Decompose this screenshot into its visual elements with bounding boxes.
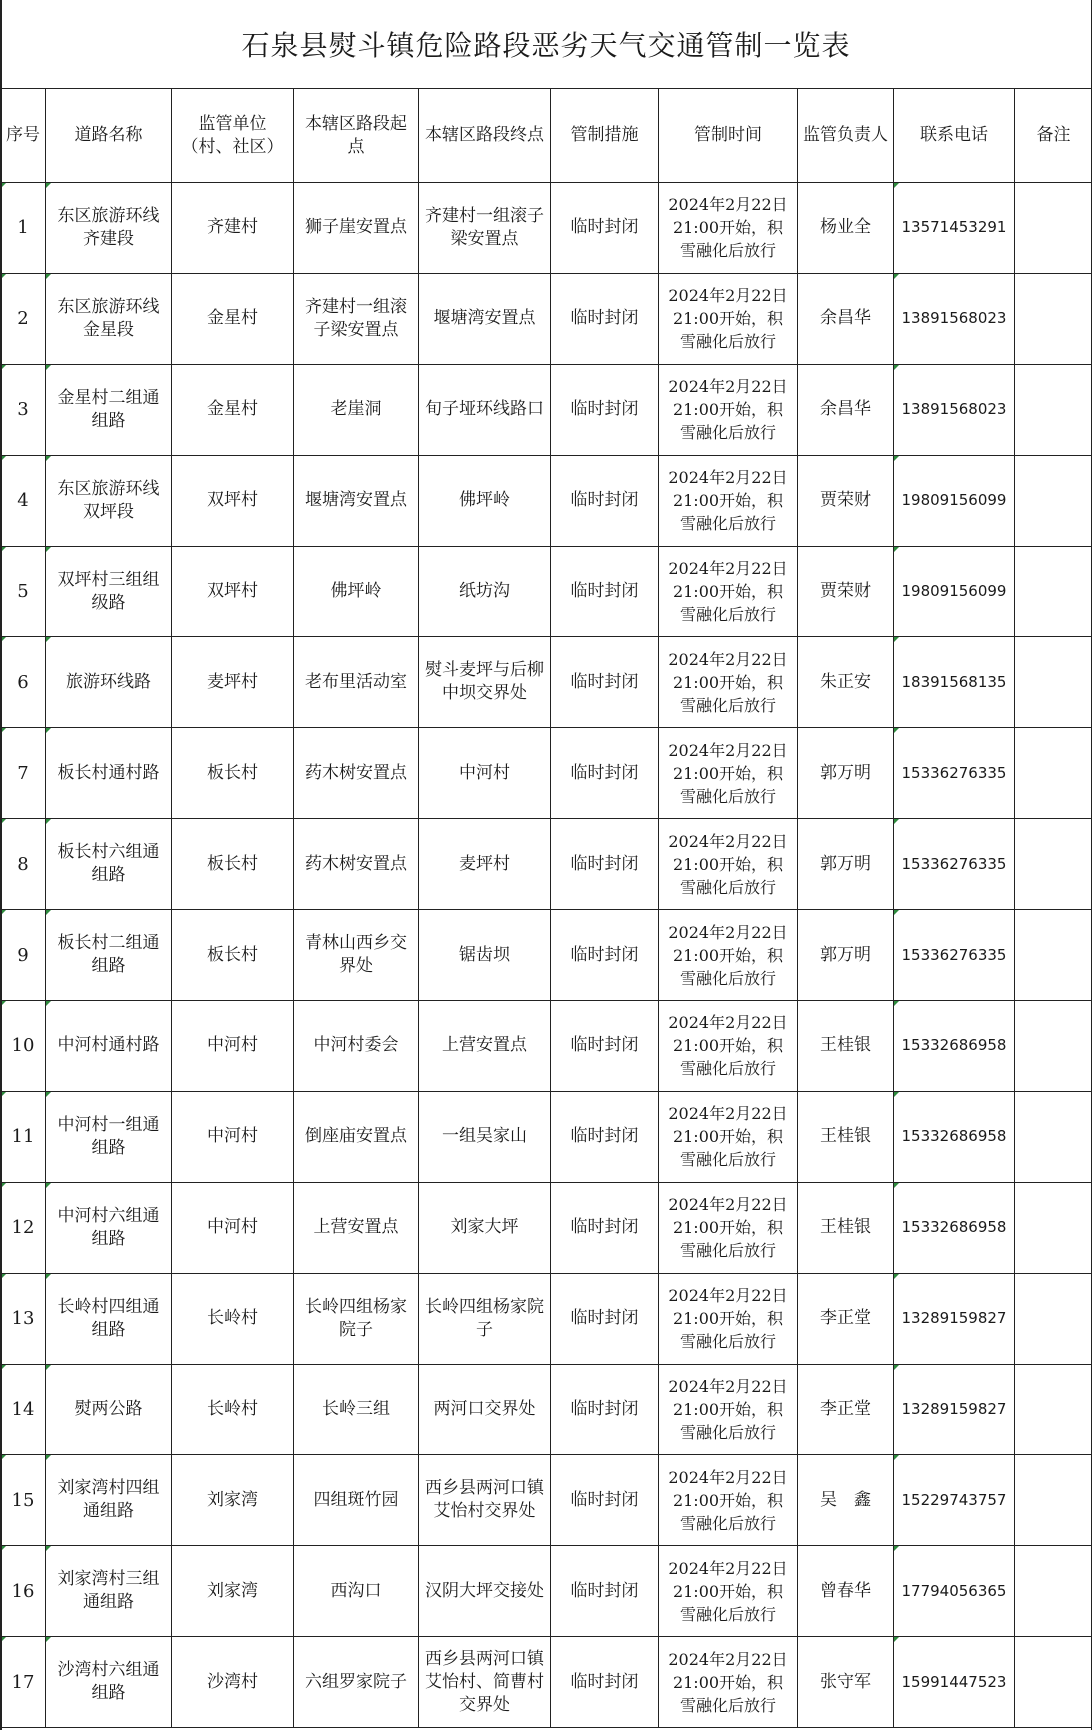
- cell-phone: 13891568023: [894, 273, 1015, 364]
- cell-time: 2024年2月22日21:00开始，积雪融化后放行: [659, 1637, 798, 1728]
- table-row: [1, 183, 1092, 274]
- cell-start: 老崖洞: [294, 364, 419, 455]
- cell-time: 2024年2月22日21:00开始，积雪融化后放行: [659, 1182, 798, 1273]
- cell-note: [1015, 183, 1092, 274]
- cell-end: 麦坪村: [419, 819, 551, 910]
- cell-road: 熨两公路: [46, 1364, 172, 1455]
- cell-end: 齐建村一组滚子梁安置点: [419, 183, 551, 274]
- cell-road: 板长村通村路: [46, 728, 172, 819]
- title-row: [0, 0, 1092, 89]
- cell-no: 17: [1, 1637, 46, 1728]
- cell-time: 2024年2月22日21:00开始，积雪融化后放行: [659, 1273, 798, 1364]
- cell-note: [1015, 819, 1092, 910]
- cell-measure: 临时封闭: [551, 1091, 659, 1182]
- cell-end: 锯齿坝: [419, 910, 551, 1001]
- cell-person: 贾荣财: [798, 455, 894, 546]
- cell-road: 旅游环线路: [46, 637, 172, 728]
- cell-note: [1015, 1001, 1092, 1092]
- cell-end: 西乡县两河口镇艾怡村、简曹村交界处: [419, 1637, 551, 1728]
- cell-unit: 沙湾村: [172, 1637, 294, 1728]
- header-cell-unit: 监管单位（村、社区）: [172, 89, 294, 183]
- cell-road: 中河村通村路: [46, 1001, 172, 1092]
- cell-road: 东区旅游环线齐建段: [46, 183, 172, 274]
- cell-unit: 板长村: [172, 910, 294, 1001]
- cell-measure: 临时封闭: [551, 1273, 659, 1364]
- cell-unit: 刘家湾: [172, 1455, 294, 1546]
- cell-note: [1015, 1182, 1092, 1273]
- cell-road: 板长村二组通组路: [46, 910, 172, 1001]
- table-row: [1, 819, 1092, 910]
- table-row: [1, 910, 1092, 1001]
- cell-time: 2024年2月22日21:00开始，积雪融化后放行: [659, 364, 798, 455]
- cell-road: 长岭村四组通组路: [46, 1273, 172, 1364]
- cell-unit: 齐建村: [172, 183, 294, 274]
- cell-person: 吴 鑫: [798, 1455, 894, 1546]
- cell-measure: 临时封闭: [551, 455, 659, 546]
- cell-phone: 13289159827: [894, 1273, 1015, 1364]
- cell-time: 2024年2月22日21:00开始，积雪融化后放行: [659, 273, 798, 364]
- table-row: [1, 1546, 1092, 1637]
- cell-person: 曾春华: [798, 1546, 894, 1637]
- header-cell-person: 监管负责人: [798, 89, 894, 183]
- cell-no: 7: [1, 728, 46, 819]
- cell-note: [1015, 1091, 1092, 1182]
- cell-end: 纸坊沟: [419, 546, 551, 637]
- table-row: [1, 1637, 1092, 1728]
- cell-measure: 临时封闭: [551, 728, 659, 819]
- cell-road: 刘家湾村四组通组路: [46, 1455, 172, 1546]
- cell-no: 3: [1, 364, 46, 455]
- cell-start: 堰塘湾安置点: [294, 455, 419, 546]
- cell-note: [1015, 546, 1092, 637]
- cell-end: 旬子垭环线路口: [419, 364, 551, 455]
- cell-start: 青林山西乡交界处: [294, 910, 419, 1001]
- cell-unit: 金星村: [172, 273, 294, 364]
- table-row: [1, 1182, 1092, 1273]
- table-row: [1, 728, 1092, 819]
- cell-time: 2024年2月22日21:00开始，积雪融化后放行: [659, 546, 798, 637]
- cell-note: [1015, 910, 1092, 1001]
- header-cell-time: 管制时间: [659, 89, 798, 183]
- cell-start: 西沟口: [294, 1546, 419, 1637]
- table-row: [1, 455, 1092, 546]
- cell-time: 2024年2月22日21:00开始，积雪融化后放行: [659, 1001, 798, 1092]
- cell-person: 贾荣财: [798, 546, 894, 637]
- cell-end: 熨斗麦坪与后柳中坝交界处: [419, 637, 551, 728]
- cell-person: 郭万明: [798, 910, 894, 1001]
- cell-measure: 临时封闭: [551, 637, 659, 728]
- cell-person: 王桂银: [798, 1182, 894, 1273]
- cell-end: 佛坪岭: [419, 455, 551, 546]
- page-title: 石泉县熨斗镇危险路段恶劣天气交通管制一览表: [241, 29, 851, 62]
- cell-unit: 双坪村: [172, 546, 294, 637]
- cell-person: 朱正安: [798, 637, 894, 728]
- cell-phone: 15336276335: [894, 910, 1015, 1001]
- cell-time: 2024年2月22日21:00开始，积雪融化后放行: [659, 910, 798, 1001]
- cell-person: 李正堂: [798, 1364, 894, 1455]
- cell-road: 中河村一组通组路: [46, 1091, 172, 1182]
- cell-note: [1015, 1546, 1092, 1637]
- cell-phone: 13289159827: [894, 1364, 1015, 1455]
- cell-unit: 中河村: [172, 1091, 294, 1182]
- cell-person: 李正堂: [798, 1273, 894, 1364]
- cell-no: 10: [1, 1001, 46, 1092]
- cell-unit: 麦坪村: [172, 637, 294, 728]
- cell-phone: 13571453291: [894, 183, 1015, 274]
- cell-time: 2024年2月22日21:00开始，积雪融化后放行: [659, 183, 798, 274]
- cell-note: [1015, 273, 1092, 364]
- cell-start: 老布里活动室: [294, 637, 419, 728]
- cell-person: 王桂银: [798, 1001, 894, 1092]
- cell-end: 上营安置点: [419, 1001, 551, 1092]
- table-row: [1, 637, 1092, 728]
- cell-time: 2024年2月22日21:00开始，积雪融化后放行: [659, 819, 798, 910]
- cell-no: 1: [1, 183, 46, 274]
- cell-end: 两河口交界处: [419, 1364, 551, 1455]
- header-cell-note: 备注: [1015, 89, 1092, 183]
- left-border: [0, 0, 2, 1730]
- cell-start: 长岭三组: [294, 1364, 419, 1455]
- cell-end: 一组吴家山: [419, 1091, 551, 1182]
- cell-person: 郭万明: [798, 728, 894, 819]
- cell-unit: 中河村: [172, 1001, 294, 1092]
- cell-no: 8: [1, 819, 46, 910]
- cell-end: 中河村: [419, 728, 551, 819]
- cell-no: 13: [1, 1273, 46, 1364]
- cell-phone: 15332686958: [894, 1001, 1015, 1092]
- cell-person: 余昌华: [798, 273, 894, 364]
- cell-unit: 长岭村: [172, 1273, 294, 1364]
- cell-note: [1015, 1273, 1092, 1364]
- cell-end: 长岭四组杨家院子: [419, 1273, 551, 1364]
- table-row: [1, 1091, 1092, 1182]
- cell-measure: 临时封闭: [551, 273, 659, 364]
- cell-person: 杨业全: [798, 183, 894, 274]
- table-row: [1, 546, 1092, 637]
- cell-note: [1015, 455, 1092, 546]
- cell-no: 14: [1, 1364, 46, 1455]
- traffic-control-table: [0, 88, 1092, 1728]
- cell-phone: 15991447523: [894, 1637, 1015, 1728]
- cell-no: 16: [1, 1546, 46, 1637]
- cell-road: 东区旅游环线金星段: [46, 273, 172, 364]
- cell-person: 王桂银: [798, 1091, 894, 1182]
- cell-measure: 临时封闭: [551, 364, 659, 455]
- cell-no: 11: [1, 1091, 46, 1182]
- cell-start: 中河村委会: [294, 1001, 419, 1092]
- cell-note: [1015, 637, 1092, 728]
- cell-measure: 临时封闭: [551, 819, 659, 910]
- cell-end: 汉阴大坪交接处: [419, 1546, 551, 1637]
- cell-no: 15: [1, 1455, 46, 1546]
- cell-measure: 临时封闭: [551, 546, 659, 637]
- header-cell-phone: 联系电话: [894, 89, 1015, 183]
- cell-note: [1015, 1637, 1092, 1728]
- cell-time: 2024年2月22日21:00开始，积雪融化后放行: [659, 1455, 798, 1546]
- cell-unit: 刘家湾: [172, 1546, 294, 1637]
- cell-end: 西乡县两河口镇艾怡村交界处: [419, 1455, 551, 1546]
- cell-time: 2024年2月22日21:00开始，积雪融化后放行: [659, 1546, 798, 1637]
- cell-unit: 长岭村: [172, 1364, 294, 1455]
- cell-note: [1015, 1455, 1092, 1546]
- cell-road: 双坪村三组组级路: [46, 546, 172, 637]
- cell-phone: 19809156099: [894, 455, 1015, 546]
- cell-measure: 临时封闭: [551, 1455, 659, 1546]
- cell-unit: 板长村: [172, 728, 294, 819]
- cell-measure: 临时封闭: [551, 1182, 659, 1273]
- table-row: [1, 1273, 1092, 1364]
- table-row: [1, 273, 1092, 364]
- cell-phone: 19809156099: [894, 546, 1015, 637]
- cell-person: 张守军: [798, 1637, 894, 1728]
- cell-unit: 双坪村: [172, 455, 294, 546]
- cell-phone: 15229743757: [894, 1455, 1015, 1546]
- cell-road: 金星村二组通组路: [46, 364, 172, 455]
- cell-start: 药木树安置点: [294, 728, 419, 819]
- cell-start: 六组罗家院子: [294, 1637, 419, 1728]
- table-body: [1, 183, 1092, 1728]
- cell-time: 2024年2月22日21:00开始，积雪融化后放行: [659, 728, 798, 819]
- cell-road: 东区旅游环线双坪段: [46, 455, 172, 546]
- cell-no: 4: [1, 455, 46, 546]
- header-row: [1, 89, 1092, 183]
- cell-time: 2024年2月22日21:00开始，积雪融化后放行: [659, 637, 798, 728]
- cell-phone: 15336276335: [894, 728, 1015, 819]
- cell-end: 堰塘湾安置点: [419, 273, 551, 364]
- cell-no: 9: [1, 910, 46, 1001]
- header-cell-road: 道路名称: [46, 89, 172, 183]
- cell-time: 2024年2月22日21:00开始，积雪融化后放行: [659, 455, 798, 546]
- header-cell-end: 本辖区路段终点: [419, 89, 551, 183]
- header-cell-measure: 管制措施: [551, 89, 659, 183]
- cell-time: 2024年2月22日21:00开始，积雪融化后放行: [659, 1091, 798, 1182]
- cell-person: 余昌华: [798, 364, 894, 455]
- cell-no: 12: [1, 1182, 46, 1273]
- cell-note: [1015, 364, 1092, 455]
- cell-start: 药木树安置点: [294, 819, 419, 910]
- cell-road: 板长村六组通组路: [46, 819, 172, 910]
- cell-person: 郭万明: [798, 819, 894, 910]
- cell-note: [1015, 1364, 1092, 1455]
- cell-phone: 13891568023: [894, 364, 1015, 455]
- cell-phone: 18391568135: [894, 637, 1015, 728]
- cell-start: 上营安置点: [294, 1182, 419, 1273]
- cell-unit: 金星村: [172, 364, 294, 455]
- cell-measure: 临时封闭: [551, 1546, 659, 1637]
- cell-road: 刘家湾村三组通组路: [46, 1546, 172, 1637]
- cell-phone: 17794056365: [894, 1546, 1015, 1637]
- cell-start: 狮子崖安置点: [294, 183, 419, 274]
- cell-unit: 板长村: [172, 819, 294, 910]
- cell-time: 2024年2月22日21:00开始，积雪融化后放行: [659, 1364, 798, 1455]
- header-cell-start: 本辖区路段起点: [294, 89, 419, 183]
- table-row: [1, 1001, 1092, 1092]
- cell-phone: 15332686958: [894, 1182, 1015, 1273]
- cell-end: 刘家大坪: [419, 1182, 551, 1273]
- cell-start: 佛坪岭: [294, 546, 419, 637]
- cell-unit: 中河村: [172, 1182, 294, 1273]
- cell-start: 四组斑竹园: [294, 1455, 419, 1546]
- cell-no: 2: [1, 273, 46, 364]
- cell-road: 沙湾村六组通组路: [46, 1637, 172, 1728]
- cell-measure: 临时封闭: [551, 1001, 659, 1092]
- cell-measure: 临时封闭: [551, 910, 659, 1001]
- cell-measure: 临时封闭: [551, 1637, 659, 1728]
- cell-phone: 15332686958: [894, 1091, 1015, 1182]
- cell-start: 倒座庙安置点: [294, 1091, 419, 1182]
- cell-note: [1015, 728, 1092, 819]
- table-row: [1, 1455, 1092, 1546]
- cell-no: 5: [1, 546, 46, 637]
- cell-phone: 15336276335: [894, 819, 1015, 910]
- cell-road: 中河村六组通组路: [46, 1182, 172, 1273]
- header-cell-no: 序号: [1, 89, 46, 183]
- cell-measure: 临时封闭: [551, 183, 659, 274]
- cell-start: 长岭四组杨家院子: [294, 1273, 419, 1364]
- cell-no: 6: [1, 637, 46, 728]
- cell-measure: 临时封闭: [551, 1364, 659, 1455]
- table-row: [1, 1364, 1092, 1455]
- table-row: [1, 364, 1092, 455]
- cell-start: 齐建村一组滚子梁安置点: [294, 273, 419, 364]
